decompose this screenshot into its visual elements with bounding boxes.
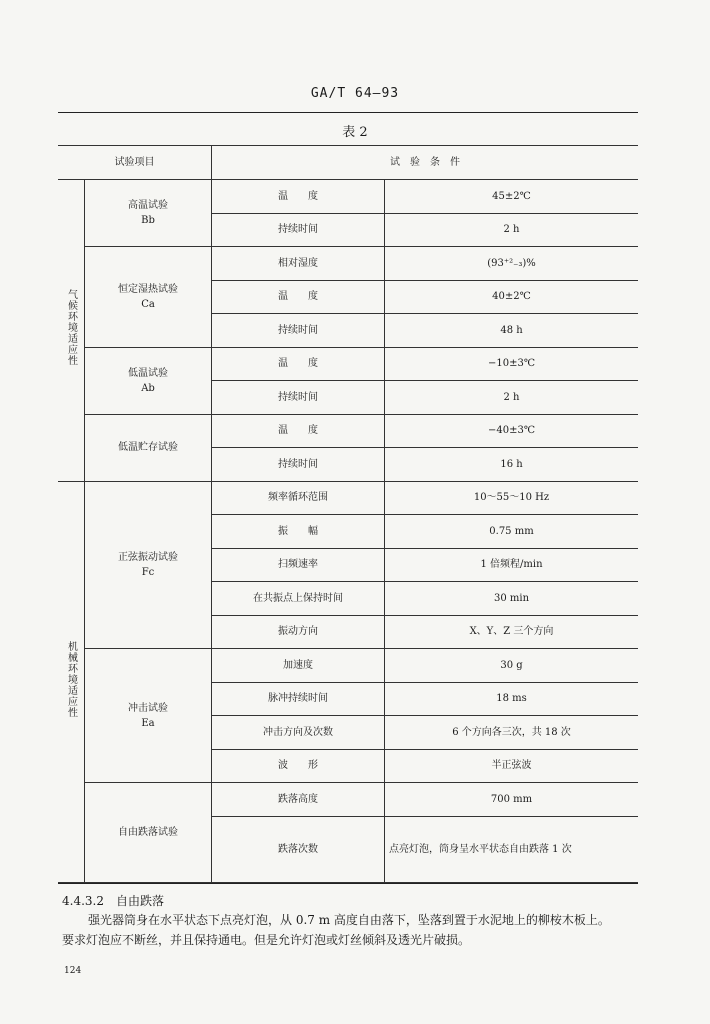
param-cell: 温 度 — [212, 414, 385, 448]
test-name: 正弦振动试验 — [118, 551, 178, 563]
section-heading: 4.4.3.2 自由跌落 — [62, 894, 164, 908]
table-body — [58, 180, 638, 883]
value-cell: 30 min — [385, 582, 639, 616]
test-name: 高温试验 — [128, 200, 168, 211]
table-row — [58, 347, 638, 381]
table-row — [58, 649, 638, 683]
param-cell: 冲击方向及次数 — [212, 716, 385, 750]
value-cell: 0.75 mm — [385, 515, 639, 549]
table-row — [58, 481, 638, 515]
standard-number: GA/T 64—93 — [310, 86, 400, 101]
param-cell: 温 度 — [212, 180, 385, 214]
value-cell: 45±2℃ — [385, 180, 639, 214]
test-code: Ca — [141, 298, 155, 310]
test-item-cell — [85, 481, 212, 649]
category-label: 气候环境适应性 — [65, 289, 77, 367]
param-cell: 扫频速率 — [212, 548, 385, 582]
param-cell: 振 幅 — [212, 515, 385, 549]
table-row — [58, 414, 638, 448]
test-code: Fc — [141, 566, 155, 578]
value-cell: 30 g — [385, 649, 639, 683]
value-cell: X、Y、Z 三个方向 — [385, 615, 639, 649]
test-item-cell — [85, 414, 212, 481]
param-cell: 持续时间 — [212, 314, 385, 348]
table-row — [58, 783, 638, 817]
test-code: Bb — [141, 215, 155, 226]
test-name: 低温试验 — [128, 367, 168, 379]
param-cell: 温 度 — [212, 347, 385, 381]
param-cell: 振动方向 — [212, 615, 385, 649]
value-cell: 48 h — [385, 314, 639, 348]
test-item-cell — [85, 649, 212, 783]
value-cell: 半正弦波 — [385, 749, 639, 783]
param-cell: 脉冲持续时间 — [212, 682, 385, 716]
test-name: 冲击试验 — [128, 702, 168, 714]
category-cell — [58, 481, 85, 882]
header-rule — [58, 112, 638, 113]
category-cell — [58, 180, 85, 482]
value-cell: 16 h — [385, 448, 639, 482]
test-item-cell — [85, 180, 212, 247]
value-cell: 2 h — [385, 213, 639, 247]
test-conditions-table — [58, 145, 638, 883]
value-cell: 1 倍频程/min — [385, 548, 639, 582]
param-cell: 加速度 — [212, 649, 385, 683]
value-cell: 700 mm — [385, 783, 639, 817]
value-cell: −10±3℃ — [385, 347, 639, 381]
value-cell: 点亮灯泡，筒身呈水平状态自由跌落 1 次 — [385, 816, 639, 882]
test-name: 低温贮存试验 — [118, 442, 178, 453]
value-cell: 2 h — [385, 381, 639, 415]
test-code: Ab — [141, 382, 155, 394]
col-header-conditions: 试 验 条 件 — [212, 146, 639, 180]
test-code: Ea — [141, 717, 155, 729]
table-bottom-rule — [58, 883, 638, 884]
category-label: 机械环境适应性 — [65, 640, 77, 718]
table-row — [58, 180, 638, 214]
param-cell: 频率循环范围 — [212, 481, 385, 515]
col-header-item: 试验项目 — [58, 146, 212, 180]
value-cell: 40±2℃ — [385, 280, 639, 314]
value-cell: −40±3℃ — [385, 414, 639, 448]
test-item-cell — [85, 247, 212, 348]
value-cell: 6 个方向各三次，共 18 次 — [385, 716, 639, 750]
value-cell: 18 ms — [385, 682, 639, 716]
value-cell: (93⁺²₋₃)% — [385, 247, 639, 281]
test-name: 自由跌落试验 — [118, 826, 178, 838]
param-cell: 相对湿度 — [212, 247, 385, 281]
page-number: 124 — [64, 966, 82, 976]
param-cell: 跌落次数 — [212, 816, 385, 882]
paragraph-line-1: 强光器筒身在水平状态下点亮灯泡，从 0.7 m 高度自由落下，坠落到置于水泥地上的柳桉木板上。 — [88, 913, 610, 927]
param-cell: 温 度 — [212, 280, 385, 314]
test-name: 恒定湿热试验 — [118, 283, 178, 295]
table-row — [58, 247, 638, 281]
paragraph-line-2: 要求灯泡应不断丝，并且保持通电。但是允许灯泡或灯丝倾斜及透光片破损。 — [62, 933, 471, 947]
param-cell: 持续时间 — [212, 381, 385, 415]
param-cell: 持续时间 — [212, 448, 385, 482]
table-title: 表 2 — [342, 125, 368, 140]
param-cell: 跌落高度 — [212, 783, 385, 817]
test-item-cell — [85, 347, 212, 414]
param-cell: 持续时间 — [212, 213, 385, 247]
test-item-cell — [85, 783, 212, 883]
table-header-row — [58, 146, 638, 180]
param-cell: 波 形 — [212, 749, 385, 783]
value-cell: 10～55～10 Hz — [385, 481, 639, 515]
param-cell: 在共振点上保持时间 — [212, 582, 385, 616]
